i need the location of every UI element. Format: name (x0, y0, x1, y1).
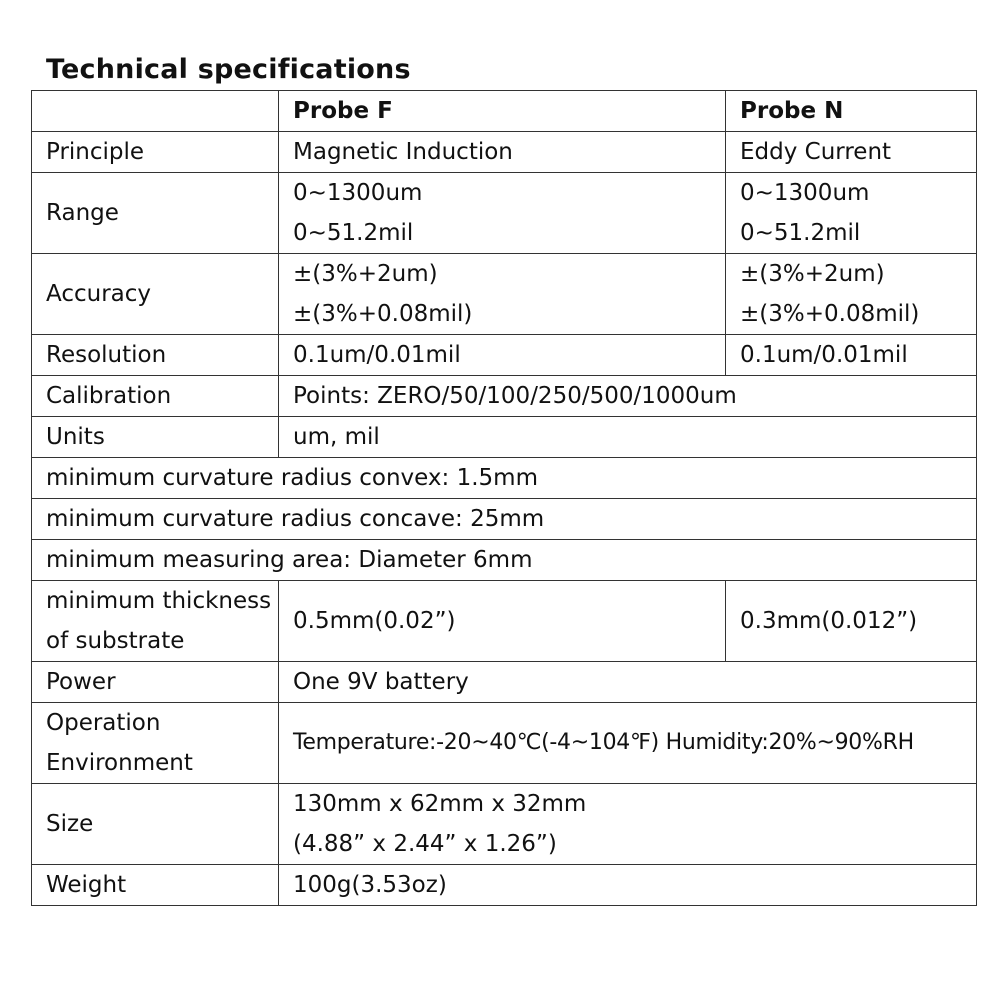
calibration-value: Points: ZERO/50/100/250/500/1000um (279, 376, 977, 417)
table-row-convex (32, 458, 977, 499)
row-label: Resolution (32, 335, 279, 376)
environment-label-line-1: Operation (46, 710, 161, 736)
range-f-um: 0~1300um (293, 180, 423, 206)
size-inch: (4.88” x 2.44” x 1.26”) (293, 831, 557, 857)
concave-radius-value: minimum curvature radius concave: 25mm (32, 499, 977, 540)
table-header-row (32, 91, 977, 132)
probe-f-value: Magnetic Induction (279, 132, 726, 173)
table-row-power (32, 662, 977, 703)
header-empty-cell (32, 91, 279, 132)
table-row-resolution (32, 335, 977, 376)
table-row-accuracy (32, 254, 977, 335)
range-n-um: 0~1300um (740, 180, 870, 206)
row-label: Size (32, 784, 279, 865)
probe-n-value: 0.3mm(0.012”) (726, 581, 977, 662)
table-row-substrate (32, 581, 977, 662)
row-label: Calibration (32, 376, 279, 417)
weight-value: 100g(3.53oz) (279, 865, 977, 906)
row-label (32, 703, 279, 784)
header-probe-n: Probe N (726, 91, 977, 132)
row-label: Accuracy (32, 254, 279, 335)
probe-n-value: Eddy Current (726, 132, 977, 173)
row-label: Principle (32, 132, 279, 173)
probe-n-value: 0.1um/0.01mil (726, 335, 977, 376)
range-n-mil: 0~51.2mil (740, 220, 861, 246)
range-f-mil: 0~51.2mil (293, 220, 414, 246)
power-value: One 9V battery (279, 662, 977, 703)
probe-n-value (726, 254, 977, 335)
table-row-range (32, 173, 977, 254)
units-value: um, mil (279, 417, 977, 458)
row-label (32, 581, 279, 662)
table-row-environment (32, 703, 977, 784)
substrate-label-line-2: of substrate (46, 628, 185, 654)
header-probe-f: Probe F (279, 91, 726, 132)
probe-f-value: 0.1um/0.01mil (279, 335, 726, 376)
measuring-area-value: minimum measuring area: Diameter 6mm (32, 540, 977, 581)
accuracy-f-mil: ±(3%+0.08mil) (293, 301, 473, 327)
environment-value: Temperature:-20~40℃(-4~104℉) Humidity:20%~90%RH (279, 703, 977, 784)
table-row-calibration (32, 376, 977, 417)
row-label: Weight (32, 865, 279, 906)
environment-label-line-2: Environment (46, 750, 193, 776)
probe-f-value: 0.5mm(0.02”) (279, 581, 726, 662)
substrate-label-line-1: minimum thickness (46, 588, 272, 614)
table-row-size (32, 784, 977, 865)
size-mm: 130mm x 62mm x 32mm (293, 791, 587, 817)
table-row-concave (32, 499, 977, 540)
probe-n-value (726, 173, 977, 254)
table-row-area (32, 540, 977, 581)
page-title: Technical specifications (46, 54, 411, 85)
row-label: Power (32, 662, 279, 703)
row-label: Units (32, 417, 279, 458)
accuracy-f-um: ±(3%+2um) (293, 261, 438, 287)
probe-f-value (279, 173, 726, 254)
table-row-principle (32, 132, 977, 173)
accuracy-n-mil: ±(3%+0.08mil) (740, 301, 920, 327)
size-value (279, 784, 977, 865)
accuracy-n-um: ±(3%+2um) (740, 261, 885, 287)
specifications-table (31, 90, 977, 906)
table-row-units (32, 417, 977, 458)
row-label: Range (32, 173, 279, 254)
convex-radius-value: minimum curvature radius convex: 1.5mm (32, 458, 977, 499)
table-row-weight (32, 865, 977, 906)
probe-f-value (279, 254, 726, 335)
